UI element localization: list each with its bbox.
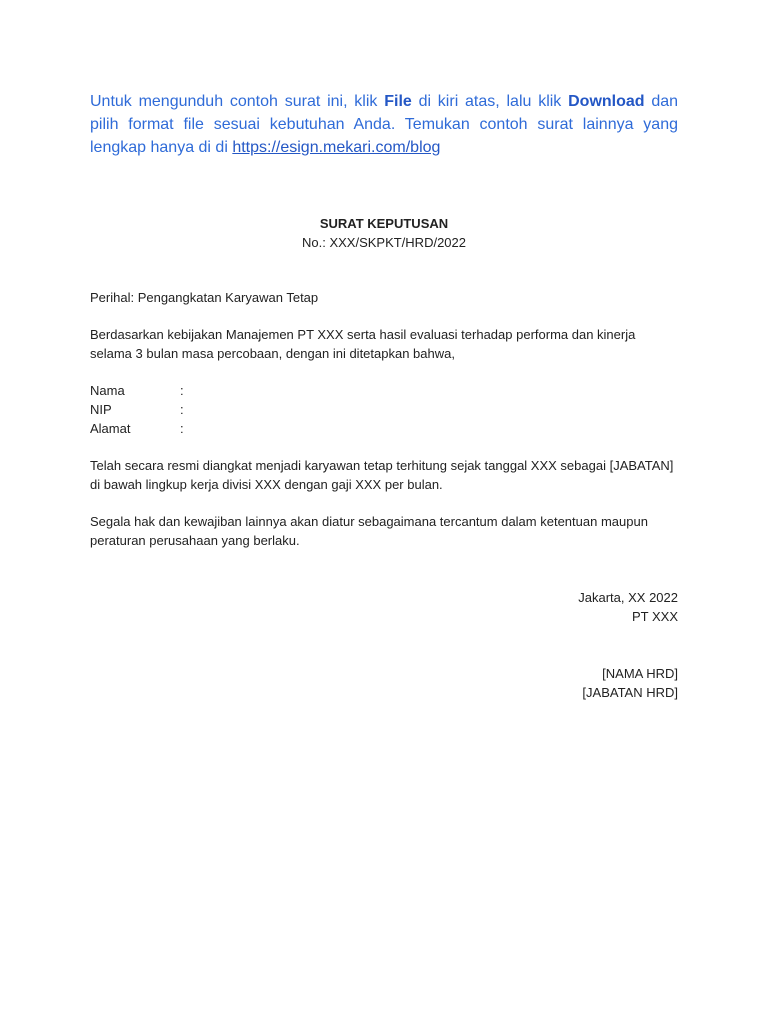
appointment-paragraph: Telah secara resmi diangkat menjadi karyawan tetap terhitung sejak tanggal XXX sebagai [JABATAN] di bawah lingkup kerja divisi XXX dengan gaji XXX per bulan. [90,458,674,492]
intro-text-3: dan pilih format file sesuai kebutuhan Anda. Temukan contoh surat lainnya yang lengkap hanya di di [90,93,679,156]
signatory-block [90,664,678,702]
file-keyword: File [384,93,412,110]
letter-number: No.: XXX/SKPKT/HRD/2022 [301,235,466,250]
company-name: PT XXX [631,609,678,624]
signature-block [90,588,678,626]
intro-text-2: di kiri atas, lalu klik [411,93,569,110]
field-row-nip [90,400,678,419]
field-label: Alamat [90,421,131,436]
hrd-position: [JABATAN HRD] [582,685,678,700]
hrd-name: [NAMA HRD] [602,666,678,681]
field-row-name [90,381,678,400]
field-row-address [90,419,678,438]
place-date: Jakarta, XX 2022 [578,590,678,605]
field-colon: : [180,383,184,398]
letter-subject: Perihal: Pengangkatan Karyawan Tetap [90,290,319,305]
employee-fields [90,381,678,438]
opening-paragraph: Berdasarkan kebijakan Manajemen PT XXX serta hasil evaluasi terhadap performa dan kinerja selama 3 bulan masa percobaan, dengan ini ditetapkan bahwa, [90,327,636,361]
letter-body [90,214,678,702]
intro-text-1: Untuk mengunduh contoh surat ini, klik [90,93,385,110]
download-instructions [90,90,678,159]
closing-paragraph: Segala hak dan kewajiban lainnya akan diatur sebagaimana tercantum dalam ketentuan maupun peraturan perusahaan yang berlaku. [90,514,648,548]
field-label: Nama [90,383,125,398]
field-colon: : [180,402,184,417]
download-keyword: Download [568,93,645,110]
blog-link[interactable]: https://esign.mekari.com/blog [232,139,441,156]
letter-title: SURAT KEPUTUSAN [319,216,449,231]
field-colon: : [180,421,184,436]
field-label: NIP [90,402,112,417]
